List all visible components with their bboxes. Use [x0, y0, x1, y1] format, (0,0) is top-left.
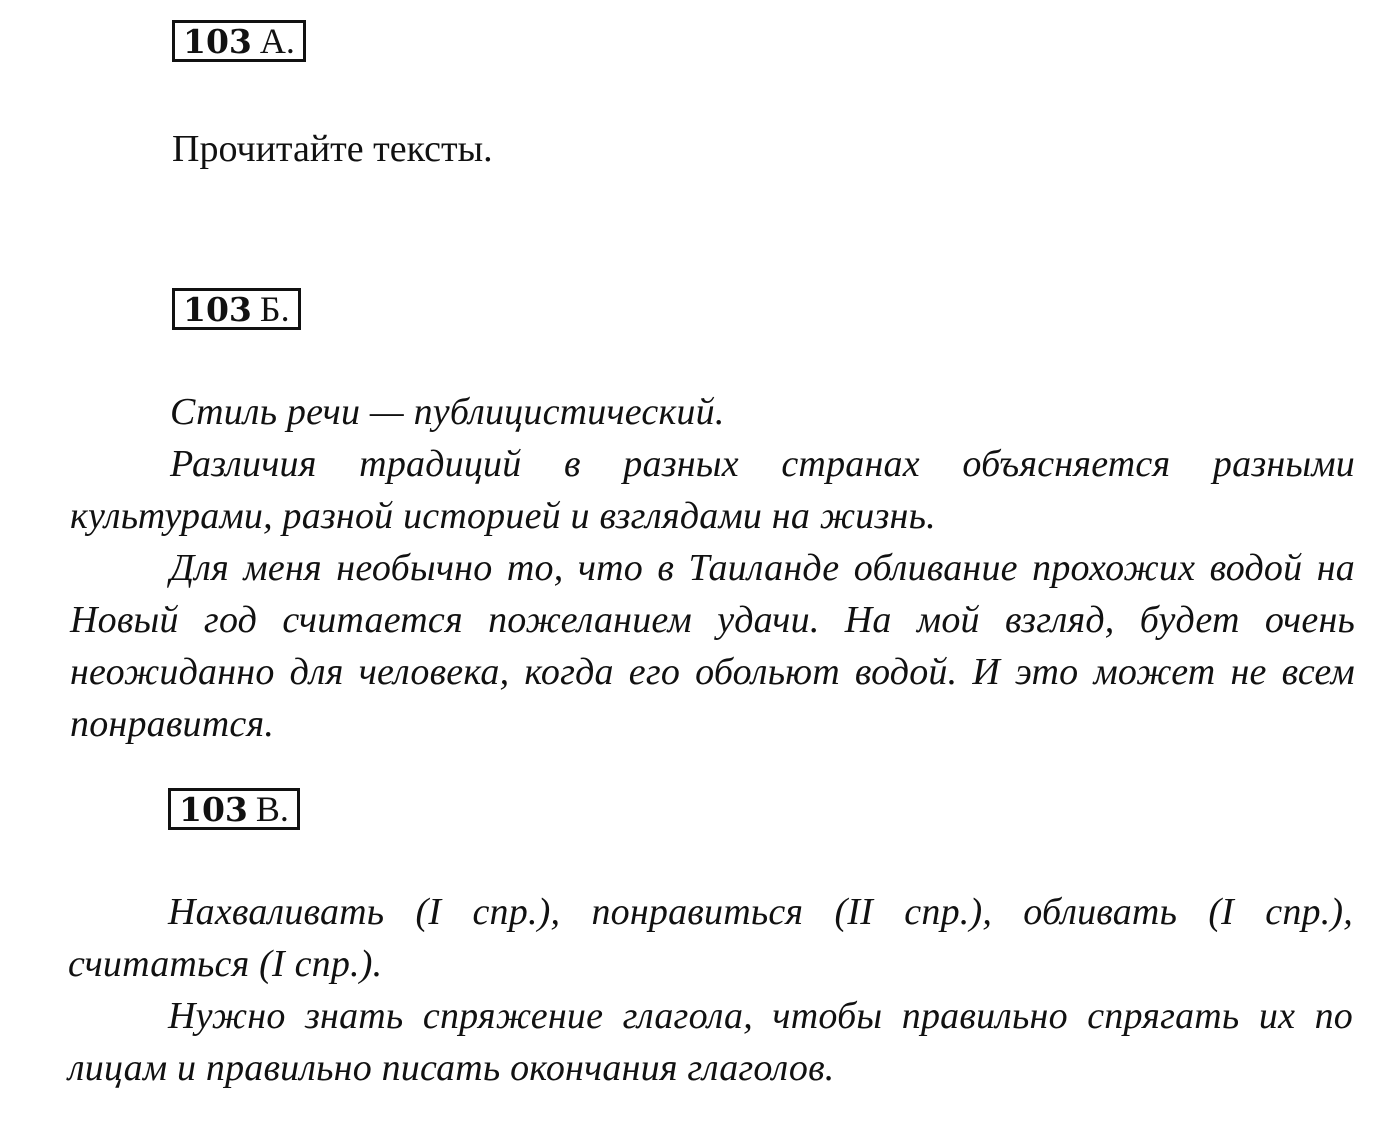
exercise-number: 103 [179, 789, 248, 829]
exercise-label-103b [172, 288, 301, 330]
paragraph-style: Стиль речи — публицистический. [170, 391, 725, 433]
paragraph-thailand: Для меня необычно то, что в Таиланде обливание прохожих водой на Новый год считается пожеланием удачи. На мой взгляд, будет очень неожиданно для человека, когда его обольют водой. И это может не всем понравится. [70, 547, 1355, 745]
exercise-number: 103 [183, 21, 252, 61]
paragraph-verbs: Нахваливать (I спр.), понравиться (II спр.), обливать (I спр.), считаться (I спр.). [68, 891, 1353, 985]
exercise-letter: А. [259, 21, 295, 61]
exercise-number: 103 [183, 289, 252, 329]
paragraph-conjugation: Нужно знать спряжение глагола, чтобы правильно спрягать их по лицам и правильно писать окончания глаголов. [68, 995, 1353, 1089]
exercise-letter: В. [255, 789, 289, 829]
exercise-label-103c [168, 788, 300, 830]
exercise-letter: Б. [259, 289, 290, 329]
instruction-text: Прочитайте тексты. [172, 128, 493, 170]
exercise-label-103a [172, 20, 306, 62]
paragraph-traditions: Различия традиций в разных странах объясняется разными культурами, разной историей и взглядами на жизнь. [70, 443, 1355, 537]
